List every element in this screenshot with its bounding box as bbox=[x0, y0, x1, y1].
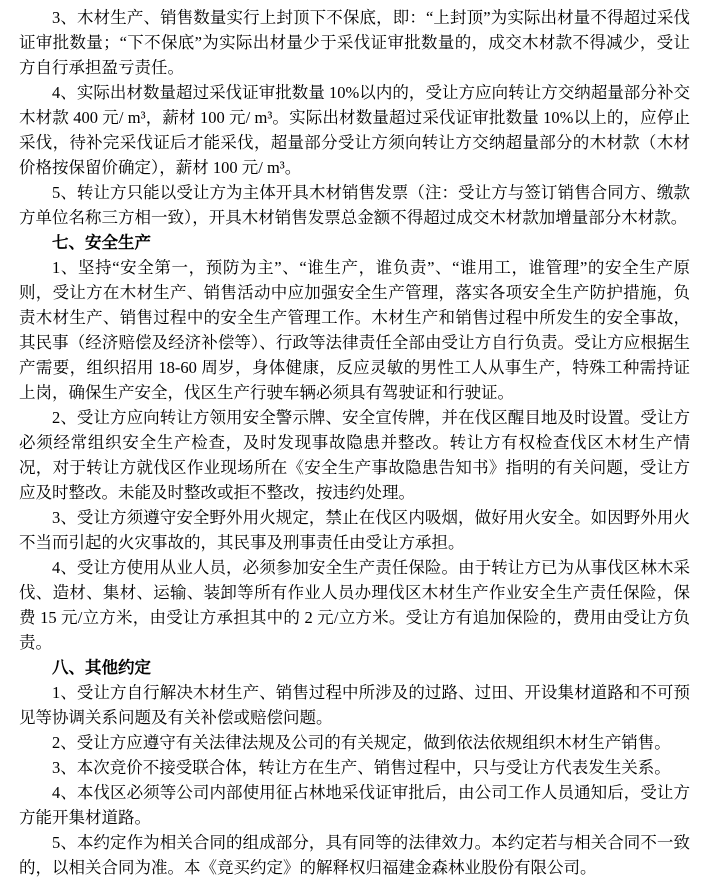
contract-paragraph: 5、转让方只能以受让方为主体开具木材销售发票（注：受让方与签订销售合同方、缴款方单位名称三方相一致），开具木材销售发票总金额不得超过成交木材款加增量部分木材款。 bbox=[19, 183, 690, 227]
contract-paragraph: 5、本约定作为相关合同的组成部分，具有同等的法律效力。本约定若与相关合同不一致的，以相关合同为准。本《竞买约定》的解释权归福建金森林业股份有限公司。 bbox=[19, 833, 690, 877]
contract-paragraph: 3、本次竞价不接受联合体，转让方在生产、销售过程中，只与受让方代表发生关系。 bbox=[52, 758, 671, 777]
contract-paragraph: 1、坚持“安全第一，预防为主”、“谁生产，谁负责”、“谁用工，谁管理”的安全生产原则，受让方在木材生产、销售活动中应加强安全生产管理，落实各项安全生产防护措施，负责木材生产、销售过程中的安全生产管理工作。木材生产和销售过程中所发生的安全事故，其民事（经济赔偿及经济补偿等）、行政等法律责任全部由受让方自行负责。受让方应根据生产需要，组织招用 18-60 周岁，身体健康，反应灵敏的男性工人从事生产，特殊工种需持证上岗，确保生产安全，伐区生产行驶车辆必须具有驾驶证和行驶证。 bbox=[19, 258, 690, 402]
contract-paragraph: 2、受让方应遵守有关法律法规及公司的有关规定，做到依法依规组织木材生产销售。 bbox=[52, 733, 671, 752]
contract-paragraph: 3、木材生产、销售数量实行上封顶下不保底，即：“上封顶”为实际出材量不得超过采伐证审批数量；“下不保底”为实际出材量少于采伐证审批数量的，成交木材款不得减少，受让方自行承担盈亏责任。 bbox=[19, 8, 690, 77]
contract-paragraph: 4、受让方使用从业人员，必须参加安全生产责任保险。由于转让方已为从事伐区林木采伐、造材、集材、运输、装卸等所有作业人员办理伐区木材生产作业安全生产责任保险，保费 15 元/立方米，由受让方承担其中的 2 元/立方米。受让方有追加保险的，费用由受让方负责。 bbox=[19, 558, 690, 652]
contract-paragraph: 4、实际出材数量超过采伐证审批数量 10%以内的，受让方应向转让方交纳超量部分补交木材款 400 元/ m³，薪材 100 元/ m³。实际出材数量超过采伐证审批数量 10%以上的，应停止采伐，待补完采伐证后才能采伐，超量部分受让方须向转让方交纳超量部分的木材款（木材价格按保留价确定），薪材 100 元/ m³。 bbox=[19, 83, 690, 177]
contract-paragraph: 1、受让方自行解决木材生产、销售过程中所涉及的过路、过田、开设集材道路和不可预见等协调关系问题及有关补偿或赔偿问题。 bbox=[19, 683, 690, 727]
section-heading: 七、安全生产 bbox=[52, 233, 151, 252]
contract-paragraph: 3、受让方须遵守安全野外用火规定，禁止在伐区内吸烟，做好用火安全。如因野外用火不当而引起的火灾事故的，其民事及刑事责任由受让方承担。 bbox=[19, 508, 690, 552]
section-heading: 八、其他约定 bbox=[52, 658, 151, 677]
contract-paragraph: 2、受让方应向转让方领用安全警示牌、安全宣传牌，并在伐区醒目地及时设置。受让方必须经常组织安全生产检查，及时发现事故隐患并整改。转让方有权检查伐区木材生产情况，对于转让方就伐区作业现场所在《安全生产事故隐患告知书》指明的有关问题，受让方应及时整改。未能及时整改或拒不整改，按违约处理。 bbox=[19, 408, 690, 502]
contract-paragraph: 4、本伐区必须等公司内部使用征占林地采伐证审批后，由公司工作人员通知后，受让方方能开集材道路。 bbox=[19, 783, 690, 827]
